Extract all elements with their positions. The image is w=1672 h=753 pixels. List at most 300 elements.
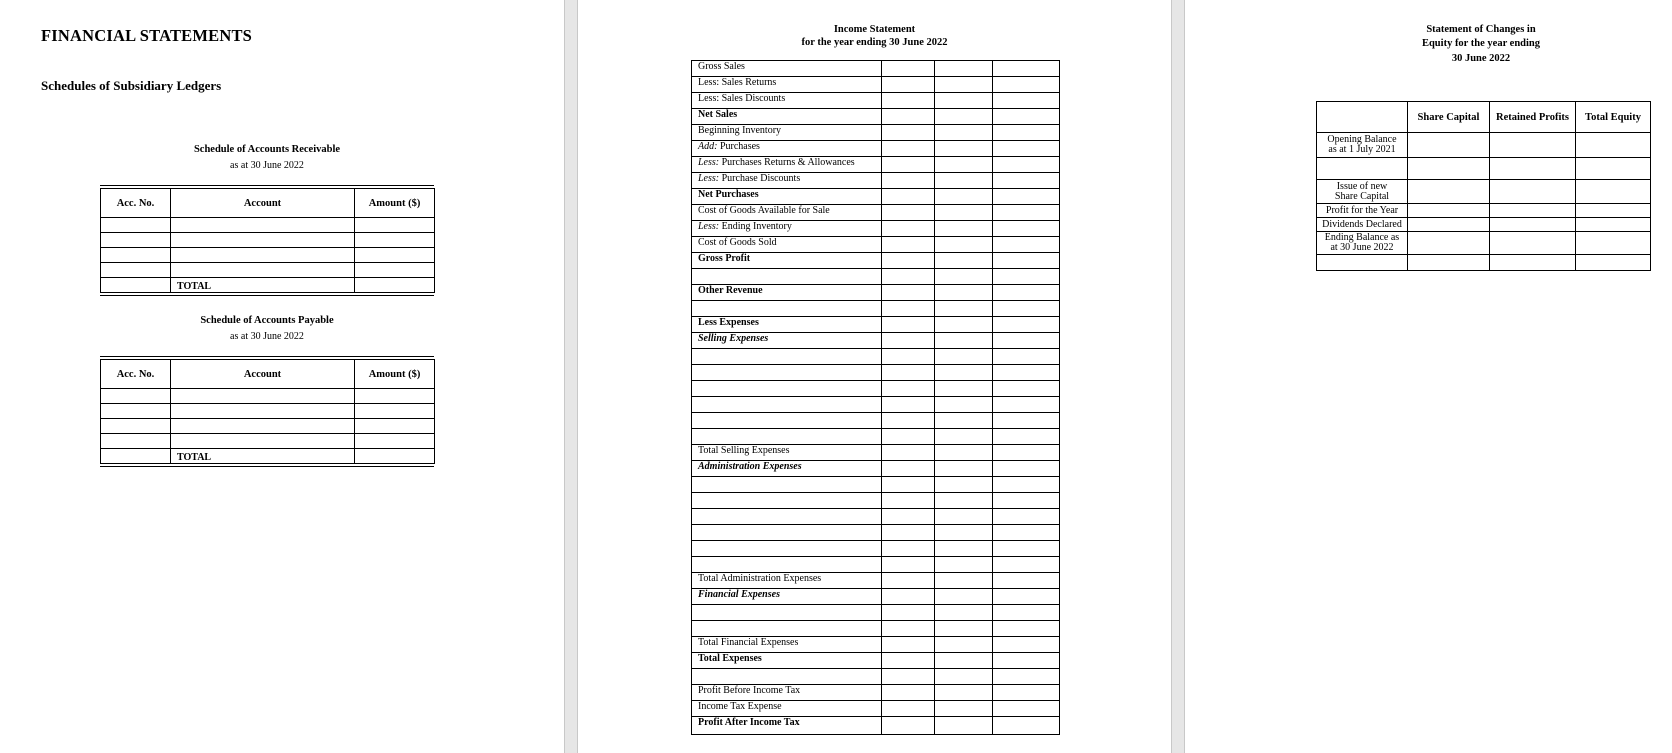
amount-cell[interactable] — [935, 77, 993, 93]
amount-cell[interactable] — [882, 525, 935, 541]
amount-cell[interactable] — [993, 477, 1060, 493]
total-row — [101, 449, 435, 464]
row-text: Total Expenses — [698, 653, 762, 664]
ledger-cell[interactable] — [101, 248, 171, 263]
amount-cell[interactable] — [882, 77, 935, 93]
amount-cell[interactable] — [993, 205, 1060, 221]
amount-cell[interactable] — [993, 413, 1060, 429]
col-header-total-equity: Total Equity — [1576, 102, 1651, 133]
col-header-account: Account — [171, 360, 355, 389]
equity-amount-cell[interactable] — [1490, 133, 1576, 158]
income-row — [692, 493, 1060, 509]
amount-cell[interactable] — [882, 285, 935, 301]
amount-cell[interactable] — [935, 637, 993, 653]
ledger-cell[interactable] — [101, 404, 171, 419]
amount-cell[interactable] — [993, 525, 1060, 541]
amount-cell[interactable] — [882, 605, 935, 621]
amount-cell[interactable] — [993, 589, 1060, 605]
payable-table — [100, 359, 435, 464]
total-label: TOTAL — [171, 278, 355, 293]
amount-cell[interactable] — [993, 253, 1060, 269]
amount-cell[interactable] — [993, 429, 1060, 445]
income-row — [692, 285, 1060, 301]
equity-amount-cell[interactable] — [1576, 204, 1651, 218]
equity-row — [1317, 218, 1651, 232]
ledger-cell[interactable] — [171, 218, 355, 233]
income-row — [692, 669, 1060, 685]
amount-cell[interactable] — [935, 349, 993, 365]
ledger-cell[interactable] — [101, 263, 171, 278]
ledger-cell[interactable] — [355, 389, 435, 404]
amount-cell[interactable] — [993, 717, 1060, 735]
amount-cell[interactable] — [935, 557, 993, 573]
row-text: Total Administration Expenses — [698, 573, 822, 584]
amount-cell[interactable] — [993, 509, 1060, 525]
amount-cell[interactable] — [882, 189, 935, 205]
page-gutter — [1171, 0, 1185, 753]
equity-amount-cell[interactable] — [1408, 133, 1490, 158]
amount-cell[interactable] — [882, 429, 935, 445]
ledger-cell[interactable] — [355, 263, 435, 278]
amount-cell[interactable] — [935, 365, 993, 381]
amount-cell[interactable] — [935, 509, 993, 525]
col-header-amount: Amount ($) — [355, 189, 435, 218]
amount-cell[interactable] — [882, 573, 935, 589]
income-row — [692, 189, 1060, 205]
total-label: TOTAL — [171, 449, 355, 464]
label-line: Profit for the Year — [1325, 204, 1399, 216]
amount-cell[interactable] — [993, 541, 1060, 557]
amount-cell[interactable] — [882, 509, 935, 525]
ledger-cell[interactable] — [101, 233, 171, 248]
table-row — [101, 233, 435, 248]
ledger-cell[interactable] — [355, 434, 435, 449]
ledger-cell[interactable] — [101, 218, 171, 233]
amount-cell[interactable] — [935, 237, 993, 253]
receivable-title: Schedule of Accounts Receivable — [193, 144, 341, 155]
equity-row — [1317, 204, 1651, 218]
amount-cell[interactable] — [882, 365, 935, 381]
amount-cell[interactable] — [993, 493, 1060, 509]
ledger-cell[interactable] — [171, 248, 355, 263]
equity-amount-cell[interactable] — [1408, 255, 1490, 271]
equity-amount-cell[interactable] — [1408, 180, 1490, 204]
equity-row-label — [1317, 232, 1408, 255]
ledger-cell[interactable] — [101, 449, 171, 464]
income-row-label — [692, 317, 882, 333]
amount-cell[interactable] — [993, 397, 1060, 413]
amount-cell[interactable] — [935, 397, 993, 413]
col-header-share-capital: Share Capital — [1408, 102, 1490, 133]
equity-amount-cell[interactable] — [1576, 232, 1651, 255]
amount-cell[interactable] — [935, 141, 993, 157]
ledger-cell[interactable] — [171, 404, 355, 419]
row-prefix: Add: — [698, 141, 718, 152]
row-text: Ending Inventory — [719, 221, 792, 232]
row-text: Income Tax Expense — [698, 701, 782, 712]
income-row-label — [692, 637, 882, 653]
label-line: Share Capital — [1334, 190, 1390, 202]
income-row-label — [692, 509, 882, 525]
income-row — [692, 205, 1060, 221]
income-row-label — [692, 397, 882, 413]
amount-cell[interactable] — [935, 541, 993, 557]
equity-row-label — [1317, 133, 1408, 158]
income-row-label — [692, 605, 882, 621]
amount-cell[interactable] — [882, 445, 935, 461]
equity-row — [1317, 180, 1651, 204]
amount-cell[interactable] — [882, 125, 935, 141]
income-row — [692, 317, 1060, 333]
amount-cell[interactable] — [882, 621, 935, 637]
amount-cell[interactable] — [882, 157, 935, 173]
amount-cell[interactable] — [935, 157, 993, 173]
amount-cell[interactable] — [935, 333, 993, 349]
table-row — [101, 419, 435, 434]
amount-cell[interactable] — [993, 77, 1060, 93]
amount-cell[interactable] — [993, 333, 1060, 349]
income-row — [692, 301, 1060, 317]
income-row-label — [692, 365, 882, 381]
payable-date: as at 30 June 2022 — [230, 331, 304, 342]
row-text: Purchases — [717, 141, 760, 152]
amount-cell[interactable] — [993, 637, 1060, 653]
equity-row-label — [1317, 180, 1408, 204]
amount-cell[interactable] — [935, 413, 993, 429]
income-row-label — [692, 61, 882, 77]
page-equity-statement — [1185, 0, 1672, 753]
table-row — [101, 248, 435, 263]
amount-cell[interactable] — [882, 637, 935, 653]
amount-cell[interactable] — [882, 333, 935, 349]
ledger-cell[interactable] — [355, 233, 435, 248]
ledger-cell[interactable] — [101, 419, 171, 434]
amount-cell[interactable] — [935, 61, 993, 77]
amount-cell[interactable] — [882, 317, 935, 333]
amount-cell[interactable] — [935, 93, 993, 109]
amount-cell[interactable] — [882, 669, 935, 685]
amount-cell[interactable] — [993, 61, 1060, 77]
amount-cell[interactable] — [935, 573, 993, 589]
amount-cell[interactable] — [935, 109, 993, 125]
payable-table-frame — [100, 356, 434, 467]
ledger-cell[interactable] — [171, 263, 355, 278]
amount-cell[interactable] — [935, 653, 993, 669]
amount-cell[interactable] — [882, 653, 935, 669]
income-row-label — [692, 253, 882, 269]
amount-cell[interactable] — [993, 461, 1060, 477]
equity-amount-cell[interactable] — [1490, 255, 1576, 271]
income-row-label — [692, 445, 882, 461]
amount-cell[interactable] — [935, 685, 993, 701]
amount-cell[interactable] — [935, 445, 993, 461]
income-row-label — [692, 525, 882, 541]
ledger-cell[interactable] — [101, 278, 171, 293]
schedules-heading: Schedules of Subsidiary Ledgers — [41, 78, 222, 93]
income-row-label — [692, 573, 882, 589]
label-line: as at 1 July 2021 — [1328, 144, 1396, 155]
income-row-label — [692, 221, 882, 237]
amount-cell[interactable] — [993, 573, 1060, 589]
equity-amount-cell[interactable] — [1576, 133, 1651, 158]
equity-row-label — [1317, 218, 1408, 232]
total-amount-cell[interactable] — [355, 278, 435, 293]
amount-cell[interactable] — [993, 173, 1060, 189]
amount-cell[interactable] — [993, 93, 1060, 109]
amount-cell[interactable] — [882, 141, 935, 157]
amount-cell[interactable] — [993, 285, 1060, 301]
income-row-label — [692, 173, 882, 189]
amount-cell[interactable] — [882, 717, 935, 735]
amount-cell[interactable] — [935, 461, 993, 477]
income-row — [692, 365, 1060, 381]
ledger-cell[interactable] — [171, 434, 355, 449]
amount-cell[interactable] — [882, 589, 935, 605]
amount-cell[interactable] — [882, 413, 935, 429]
table-row — [101, 389, 435, 404]
amount-cell[interactable] — [935, 221, 993, 237]
equity-row-label — [1317, 255, 1408, 271]
amount-cell[interactable] — [935, 189, 993, 205]
amount-cell[interactable] — [882, 253, 935, 269]
equity-amount-cell[interactable] — [1408, 232, 1490, 255]
amount-cell[interactable] — [935, 669, 993, 685]
amount-cell[interactable] — [935, 269, 993, 285]
income-row-label — [692, 493, 882, 509]
row-text: Financial Expenses — [698, 589, 780, 600]
amount-cell[interactable] — [935, 125, 993, 141]
label-line: Opening Balance — [1327, 134, 1397, 145]
income-row — [692, 605, 1060, 621]
income-row-label — [692, 93, 882, 109]
income-row-label — [692, 237, 882, 253]
amount-cell[interactable] — [935, 477, 993, 493]
income-row-label — [692, 541, 882, 557]
income-row — [692, 413, 1060, 429]
equity-row-label — [1317, 204, 1408, 218]
income-row — [692, 525, 1060, 541]
income-row-label — [692, 125, 882, 141]
income-row-label — [692, 461, 882, 477]
table-row — [101, 218, 435, 233]
amount-cell[interactable] — [993, 669, 1060, 685]
row-prefix: Less: — [698, 173, 720, 184]
amount-cell[interactable] — [993, 141, 1060, 157]
amount-cell[interactable] — [882, 237, 935, 253]
row-text: Selling Expenses — [698, 333, 769, 344]
income-row — [692, 221, 1060, 237]
amount-cell[interactable] — [882, 205, 935, 221]
amount-cell[interactable] — [935, 701, 993, 717]
amount-cell[interactable] — [993, 701, 1060, 717]
amount-cell[interactable] — [882, 397, 935, 413]
amount-cell[interactable] — [882, 301, 935, 317]
page-gutter — [564, 0, 578, 753]
ledger-cell[interactable] — [355, 419, 435, 434]
income-row — [692, 589, 1060, 605]
amount-cell[interactable] — [993, 365, 1060, 381]
amount-cell[interactable] — [935, 253, 993, 269]
amount-cell[interactable] — [882, 557, 935, 573]
equity-amount-cell[interactable] — [1576, 218, 1651, 232]
amount-cell[interactable] — [993, 125, 1060, 141]
income-row-label — [692, 157, 882, 173]
amount-cell[interactable] — [935, 605, 993, 621]
amount-cell[interactable] — [993, 605, 1060, 621]
amount-cell[interactable] — [882, 221, 935, 237]
income-row — [692, 397, 1060, 413]
amount-cell[interactable] — [993, 157, 1060, 173]
col-header-amount: Amount ($) — [355, 360, 435, 389]
total-amount-cell[interactable] — [355, 449, 435, 464]
income-row — [692, 701, 1060, 717]
income-row-label — [692, 589, 882, 605]
amount-cell[interactable] — [882, 477, 935, 493]
income-row — [692, 125, 1060, 141]
amount-cell[interactable] — [993, 189, 1060, 205]
amount-cell[interactable] — [935, 317, 993, 333]
income-row — [692, 269, 1060, 285]
income-row — [692, 621, 1060, 637]
income-row-label — [692, 301, 882, 317]
amount-cell[interactable] — [935, 589, 993, 605]
amount-cell[interactable] — [993, 445, 1060, 461]
ledger-cell[interactable] — [101, 434, 171, 449]
page-income-statement — [578, 0, 1171, 753]
amount-cell[interactable] — [993, 237, 1060, 253]
ledger-cell[interactable] — [171, 389, 355, 404]
row-prefix: Less: — [698, 221, 720, 232]
table-row — [101, 263, 435, 278]
receivable-table-frame — [100, 185, 434, 296]
amount-cell[interactable] — [993, 349, 1060, 365]
amount-cell[interactable] — [993, 557, 1060, 573]
equity-amount-cell[interactable] — [1576, 255, 1651, 271]
row-text: Purchase Discounts — [719, 173, 801, 184]
equity-amount-cell[interactable] — [1408, 158, 1490, 180]
ledger-cell[interactable] — [355, 218, 435, 233]
amount-cell[interactable] — [993, 317, 1060, 333]
amount-cell[interactable] — [993, 221, 1060, 237]
row-text: Gross Sales — [698, 61, 745, 72]
receivable-date: as at 30 June 2022 — [230, 160, 304, 171]
amount-cell[interactable] — [882, 173, 935, 189]
amount-cell[interactable] — [935, 285, 993, 301]
receivable-table — [100, 188, 435, 293]
row-text: Less: Sales Returns — [698, 77, 777, 88]
income-row-label — [692, 269, 882, 285]
income-statement-table — [691, 60, 1060, 735]
equity-amount-cell[interactable] — [1490, 180, 1576, 204]
income-row — [692, 717, 1060, 735]
amount-cell[interactable] — [935, 381, 993, 397]
row-text: Beginning Inventory — [698, 125, 782, 136]
document-title: FINANCIAL STATEMENTS — [41, 26, 253, 45]
income-row-label — [692, 205, 882, 221]
equity-amount-cell[interactable] — [1576, 158, 1651, 180]
income-row — [692, 173, 1060, 189]
income-row-label — [692, 413, 882, 429]
equity-amount-cell[interactable] — [1576, 180, 1651, 204]
amount-cell[interactable] — [882, 93, 935, 109]
amount-cell[interactable] — [993, 621, 1060, 637]
equity-amount-cell[interactable] — [1490, 204, 1576, 218]
amount-cell[interactable] — [935, 429, 993, 445]
ledger-cell[interactable] — [355, 404, 435, 419]
equity-amount-cell[interactable] — [1490, 232, 1576, 255]
amount-cell[interactable] — [882, 701, 935, 717]
income-row — [692, 509, 1060, 525]
amount-cell[interactable] — [935, 493, 993, 509]
row-text: Total Selling Expenses — [698, 445, 790, 456]
amount-cell[interactable] — [993, 685, 1060, 701]
amount-cell[interactable] — [993, 653, 1060, 669]
equity-amount-cell[interactable] — [1490, 158, 1576, 180]
payable-title: Schedule of Accounts Payable — [200, 315, 334, 326]
amount-cell[interactable] — [882, 109, 935, 125]
income-row-label — [692, 333, 882, 349]
income-row — [692, 653, 1060, 669]
amount-cell[interactable] — [882, 61, 935, 77]
amount-cell[interactable] — [882, 269, 935, 285]
ledger-cell[interactable] — [355, 248, 435, 263]
income-row — [692, 61, 1060, 77]
income-row — [692, 637, 1060, 653]
amount-cell[interactable] — [882, 349, 935, 365]
income-row — [692, 237, 1060, 253]
amount-cell[interactable] — [993, 269, 1060, 285]
amount-cell[interactable] — [935, 525, 993, 541]
amount-cell[interactable] — [882, 381, 935, 397]
amount-cell[interactable] — [935, 173, 993, 189]
income-row-label — [692, 285, 882, 301]
amount-cell[interactable] — [882, 493, 935, 509]
ledger-cell[interactable] — [101, 389, 171, 404]
row-text: Profit Before Income Tax — [698, 685, 801, 696]
amount-cell[interactable] — [993, 381, 1060, 397]
label-line: Ending Balance as — [1324, 232, 1400, 243]
equity-amount-cell[interactable] — [1490, 218, 1576, 232]
row-text: Less Expenses — [698, 317, 759, 328]
equity-row — [1317, 232, 1651, 255]
equity-amount-cell[interactable] — [1408, 218, 1490, 232]
income-row — [692, 461, 1060, 477]
table-row — [101, 434, 435, 449]
income-row-label — [692, 685, 882, 701]
amount-cell[interactable] — [935, 621, 993, 637]
equity-row — [1317, 158, 1651, 180]
amount-cell[interactable] — [993, 109, 1060, 125]
income-row-label — [692, 429, 882, 445]
row-text: Cost of Goods Sold — [698, 237, 777, 248]
amount-cell[interactable] — [882, 541, 935, 557]
ledger-cell[interactable] — [171, 233, 355, 248]
equity-title-line3: 30 June 2022 — [1451, 53, 1511, 64]
amount-cell[interactable] — [993, 301, 1060, 317]
ledger-cell[interactable] — [171, 419, 355, 434]
income-row-label — [692, 653, 882, 669]
equity-amount-cell[interactable] — [1408, 204, 1490, 218]
row-text: Net Purchases — [698, 189, 759, 200]
amount-cell[interactable] — [882, 461, 935, 477]
label-line: at 30 June 2022 — [1330, 242, 1394, 253]
income-row — [692, 333, 1060, 349]
amount-cell[interactable] — [935, 205, 993, 221]
amount-cell[interactable] — [882, 685, 935, 701]
equity-title-line2: Equity for the year ending — [1421, 38, 1541, 49]
amount-cell[interactable] — [935, 717, 993, 735]
amount-cell[interactable] — [935, 301, 993, 317]
